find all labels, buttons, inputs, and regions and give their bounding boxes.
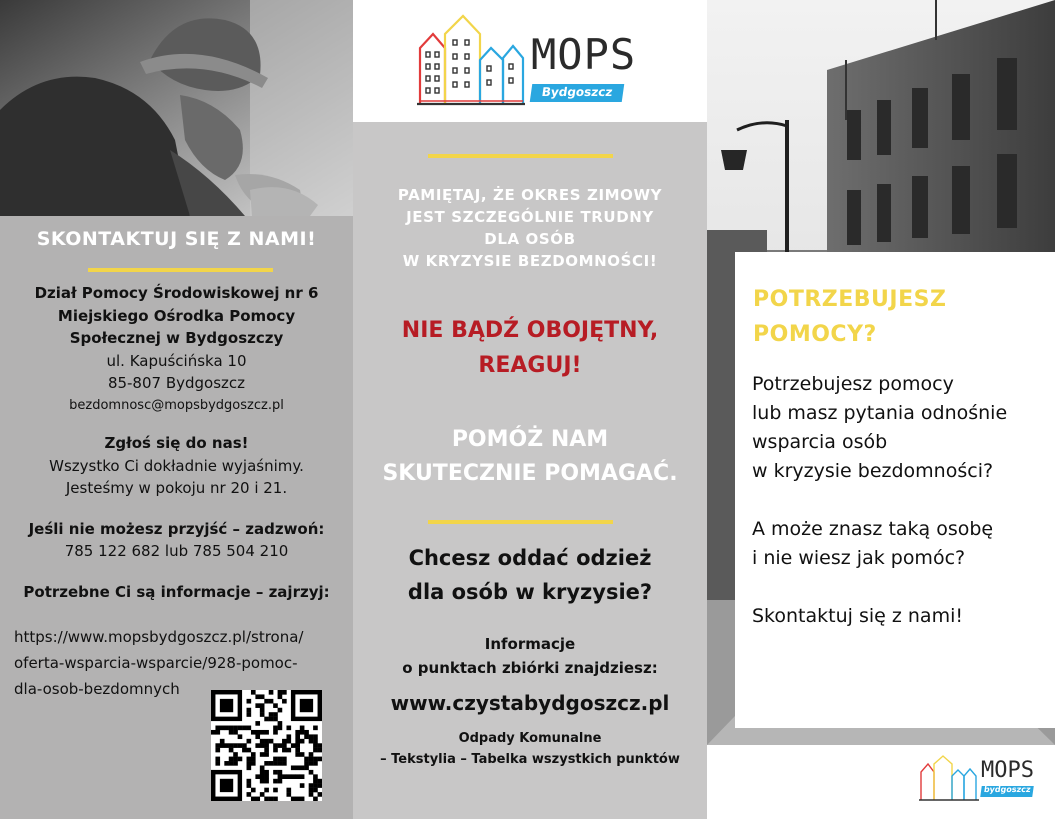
winter-warning (353, 184, 707, 272)
waste-category (353, 728, 707, 770)
small-logo-city: bydgoszcz (983, 785, 1032, 794)
heading-underline (88, 268, 273, 272)
title-line: POMOCY? (753, 322, 877, 347)
org-line-1: Dział Pomocy Środowiskowej nr 6 (34, 284, 319, 302)
report-line-1: Wszystko Ci dokładnie wyjaśnimy. (49, 456, 304, 475)
contact-panel (0, 0, 353, 819)
clothes-line: Chcesz oddać odzież (408, 546, 652, 570)
need-help-title (753, 282, 946, 352)
phone-numbers[interactable]: 785 122 682 lub 785 504 210 (64, 542, 289, 560)
url-line-3: dla-osob-bezdomnych (14, 680, 180, 698)
url-line-1: https://www.mopsbydgoszcz.pl/strona/ (14, 628, 304, 646)
body-line: i nie wiesz jak pomóc? (752, 547, 966, 569)
top-divider (428, 154, 613, 158)
report-title: Zgłoś się do nas! (104, 434, 249, 452)
awareness-panel (353, 0, 707, 819)
bottom-divider (428, 520, 613, 524)
logo-city: Bydgoszcz (540, 85, 614, 99)
collection-points-info (353, 632, 707, 680)
body-line: lub masz pytania odnośnie (752, 402, 1008, 424)
need-help-text (752, 370, 1052, 631)
help-line: POMÓŻ NAM (451, 427, 609, 452)
homeless-man-photo (0, 0, 353, 216)
logo-wordmark: MOPS (531, 30, 637, 79)
waste-line: Odpady Komunalne (458, 731, 602, 746)
contact-heading: SKONTAKTUJ SIĘ Z NAMI! (36, 228, 317, 250)
warn-line: JEST SZCZEGÓLNIE TRUDNY (406, 208, 654, 226)
warn-line: DLA OSÓB (484, 230, 576, 248)
clothes-line: dla osób w kryzysie? (407, 580, 653, 604)
body-line: A może znasz taką osobę (752, 518, 994, 540)
info-title: Potrzebne Ci są informacje – zajrzyj: (23, 582, 330, 601)
mops-logo-small (919, 754, 1043, 804)
body-line: w kryzysie bezdomności? (752, 460, 994, 482)
dont-be-indifferent (353, 313, 707, 383)
warn-line: PAMIĘTAJ, ŻE OKRES ZIMOWY (397, 186, 663, 204)
qr-code[interactable] (211, 690, 322, 801)
mops-logo (353, 0, 707, 122)
help-line: SKUTECZNIE POMAGAĆ. (382, 461, 678, 486)
website-link[interactable]: www.czystabydgoszcz.pl (390, 691, 670, 715)
call-title: Jeśli nie możesz przyjść – zadzwoń: (28, 519, 325, 538)
contact-details (0, 282, 353, 603)
title-line: POTRZEBUJESZ (753, 287, 947, 312)
org-line-3: Społecznej w Bydgoszczy (69, 329, 284, 347)
clothes-donation-question (353, 541, 707, 609)
waste-line: – Tekstylia – Tabelka wszystkich punktów (380, 752, 680, 767)
warn-line: W KRYZYSIE BEZDOMNOŚCI! (402, 252, 658, 270)
info-line: Informacje (484, 635, 576, 653)
help-us-help (353, 423, 707, 491)
city-address: 85-807 Bydgoszcz (107, 374, 246, 392)
body-line: wsparcia osób (752, 431, 888, 453)
body-line: Potrzebujesz pomocy (752, 373, 954, 395)
small-logo-city-badge (980, 786, 1034, 797)
alert-line: NIE BĄDŹ OBOJĘTNY, (401, 318, 659, 343)
info-line: o punktach zbiórki znajdziesz: (402, 659, 658, 677)
email-link[interactable]: bezdomnosc@mopsbydgoszcz.pl (69, 397, 284, 413)
small-logo-wordmark: MOPS (981, 758, 1034, 783)
alert-line: REAGUJ! (478, 353, 582, 378)
url-line-2: oferta-wsparcia-wsparcie/928-pomoc- (14, 654, 298, 672)
report-line-2: Jesteśmy w pokoju nr 20 i 21. (65, 479, 288, 497)
need-help-panel (707, 0, 1055, 819)
need-help-card (735, 252, 1055, 728)
street-address: ul. Kapuścińska 10 (106, 351, 247, 370)
logo-city-badge (530, 84, 625, 102)
body-line: Skontaktuj się z nami! (752, 605, 963, 627)
org-line-2: Miejskiego Ośrodka Pomocy (57, 306, 296, 325)
